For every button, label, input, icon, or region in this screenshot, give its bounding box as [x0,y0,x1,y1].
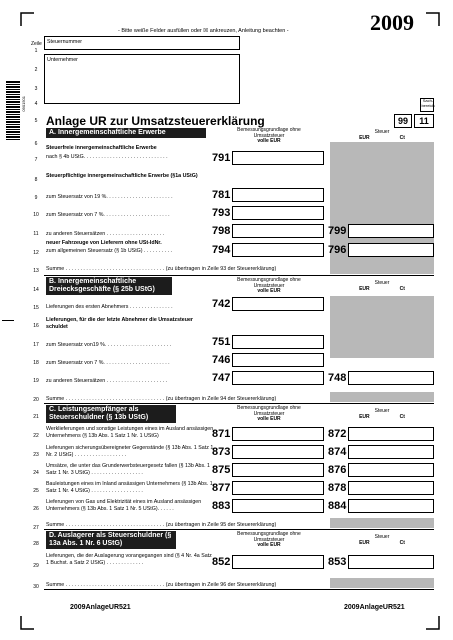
kz-874: 874 [328,446,347,458]
kz-799: 799 [328,225,347,237]
row-23-label: Lieferungen sicherungsübereigneter Gegenstände (§ 13b Abs. 1 Satz 1 Nr. 2 UStG) . . . . . . . . . . . . . . . . . . [46,445,214,458]
col-bemessung-label: Bemessungsgrundlage ohne Umsatzsteuer [237,127,301,139]
kz-853: 853 [328,556,347,568]
divider [44,529,434,530]
row-19-label: zu anderen Steuersätzen . . . . . . . . . . . . . . . . . . . . . [46,378,167,384]
line-number: 20 [33,397,39,403]
kz-884: 884 [328,500,347,512]
col-bemessung-d [226,532,312,549]
line-number: 7 [34,157,38,163]
kz-877: 877 [212,482,231,494]
kz-871: 871 [212,428,231,440]
field-742[interactable] [232,297,324,311]
row-9-label: zum Steuersatz von 19 %. . . . . . . . . . . . . . . . . . . . . . . [46,194,173,200]
kz-791: 791 [212,152,231,164]
row-24-label: Umsätze, die unter das Grunderwerbsteuergesetz fallen (§ 13b Abs. 1 Satz 1 Nr. 3 UStG) . . . . . . . . . . . . . . . . . . [46,463,210,476]
line-number: 25 [33,488,39,494]
instruction-hint: - Bitte weiße Felder ausfüllen oder ☒ ankreuzen, Anleitung beachten - [118,28,289,34]
row-15-label [46,304,216,311]
col-steuer-a [330,130,434,141]
line-number: 17 [33,342,39,348]
col-ct: Ct [399,134,405,141]
line-number: 4 [34,101,38,107]
code-11: 11 [419,116,429,126]
code-99-box [394,114,412,128]
corner-mark-bottom-left [20,616,34,630]
line-number: 23 [33,452,39,458]
row-7-label: nach § 4b UStG. . . . . . . . . . . . . . . . . . . . . . . . . . . . . [46,154,168,160]
kz-876: 876 [328,464,347,476]
line-number: 22 [33,433,39,439]
row-11-label: zu anderen Steuersätzen . . . . . . . . . . . . . . . . . . . . [46,231,165,237]
field-748[interactable] [348,371,434,385]
col-eur-label [330,415,434,421]
kz-746: 746 [212,354,231,366]
col-eur-label [330,136,434,142]
section-d-title: D. Auslagerer als Steuerschuldner (§ 13a Abs. 1 Nr. 6 UStG) [49,532,172,547]
col-ct: Ct [399,285,405,292]
footer-right-code: 2009AnlageUR521 [344,604,405,611]
row-27-sum: Summe . . . . . . . . . . . . . . . . . . . . . . . . . . . . . . . . . . (zu übertragen in Zeile 95 der Steuererklärung) [46,522,277,528]
col-ct: Ct [399,413,405,420]
col-bemessung-label: Bemessungsgrundlage ohne Umsatzsteuer [237,531,301,543]
line-number: 6 [34,141,38,147]
section-d-header [46,531,176,549]
line-number: 12 [33,250,39,256]
line-number: 3 [34,86,38,92]
kz-796: 796 [328,244,347,256]
line-number: 11 [33,231,39,237]
line-number: 8 [34,177,38,183]
field-781[interactable] [232,188,324,202]
line-number: 2 [34,67,38,73]
sachbereich-label: Sach-bereich [421,98,435,108]
steuernummer-field[interactable] [44,36,240,50]
row-12-label-b: zum allgemeinen Steuersatz (§ 1b UStG) . . . . . . . . . . [46,248,172,254]
col-bemessung-c [226,406,312,423]
line-number: 14 [33,287,39,293]
field-875[interactable] [232,463,324,477]
line-number: 15 [33,305,39,311]
sum-13-gray [330,262,434,274]
col-bemessung-a [226,128,312,145]
line-number: 9 [34,195,38,201]
kz-883: 883 [212,500,231,512]
field-877[interactable] [232,481,324,495]
code-99: 99 [397,116,408,126]
line-number: 1 [34,48,38,54]
kz-798: 798 [212,225,231,237]
section-c-header [46,405,176,423]
row-25-label: Bauleistungen eines im Inland ansässigen Unternehmers (§ 13b Abs. 1 Satz 1 Nr. 4 UStG) . . . . . . . . . . . . . . . . . . [46,481,213,494]
side-form-code: 0901501 [21,96,26,112]
row-22-label: Werklieferungen und sonstige Leistungen eines im Ausland ansässigen Unternehmens (§ 13b Abs. 1 Satz 1 Nr. 1 UStG) [46,426,214,439]
col-eur: EUR [359,539,370,546]
line-number: 5 [34,118,38,124]
field-751[interactable] [232,335,324,349]
sum-30-gray [330,578,434,588]
col-volle-eur-label: volle EUR [257,416,281,422]
field-878[interactable] [348,481,434,495]
col-steuer-c [330,409,434,420]
line-number: 19 [33,378,39,384]
line-number: 13 [33,268,39,274]
row-26-label: Lieferungen von Gas und Elektrizität eines im Ausland ansässigen Unternehmers (§ 13b Abs. 1 Satz 1 Nr. 5 UStG). . . . . . [46,499,202,512]
section-b-header [46,277,172,295]
divider [44,403,434,404]
col-steuer-label: Steuer [374,129,390,135]
field-884[interactable] [348,499,434,513]
field-794[interactable] [232,243,324,257]
line-number: 27 [33,525,39,531]
divider [44,589,434,590]
col-volle-eur-label: volle EUR [257,138,281,144]
col-steuer-label: Steuer [374,534,390,540]
kz-794: 794 [212,244,231,256]
field-873[interactable] [232,445,324,459]
col-steuer-d [330,535,434,546]
col-eur-label [330,541,434,547]
kz-747: 747 [212,372,231,384]
field-798[interactable] [232,224,324,238]
field-793[interactable] [232,206,324,220]
gray-tax-column-b [330,296,434,358]
kz-878: 878 [328,482,347,494]
line-number: 18 [33,360,39,366]
line-number: 10 [33,212,39,218]
sum-27-gray [330,518,434,528]
sachbereich-box [420,98,434,112]
field-872[interactable] [348,427,434,441]
steuernummer-label: Steuernummer [47,39,83,45]
kz-873: 873 [212,446,231,458]
kz-751: 751 [212,336,231,348]
row-16-label: Lieferungen, für die der letzte Abnehmer die Umsatzsteuer schuldet [46,317,193,330]
row-18-label: zum Steuersatz von 7 %. . . . . . . . . . . . . . . . . . . . . . . [46,360,170,366]
field-853[interactable] [348,555,434,569]
row-30-sum: Summe . . . . . . . . . . . . . . . . . . . . . . . . . . . . . . . . . . (zu übertragen in Zeile 96 der Steuererklärung) [46,582,277,588]
kz-872: 872 [328,428,347,440]
line-number: 30 [33,584,39,590]
corner-mark-bottom-right [426,616,440,630]
field-746[interactable] [232,353,324,367]
unternehmer-field[interactable] [44,54,240,104]
col-eur: EUR [359,285,370,292]
corner-mark-top-right [426,12,440,26]
col-eur-label [330,287,434,293]
col-bemessung-b [226,278,312,295]
section-b-title: B. Innergemeinschaftliche Dreiecksgeschäfte (§ 25b UStG) [49,278,155,293]
col-ct: Ct [399,539,405,546]
kz-852: 852 [212,556,231,568]
kz-875: 875 [212,464,231,476]
barcode [6,80,20,140]
section-a-header: A. Innergemeinschaftliche Erwerbe [46,128,206,138]
col-eur: EUR [359,413,370,420]
kz-742: 742 [212,298,231,310]
code-11-box [414,114,434,128]
footer-left-code: 2009AnlageUR521 [70,604,131,611]
col-steuer-label: Steuer [374,408,390,414]
line-number: 16 [33,323,39,329]
fold-mark [2,320,14,321]
col-volle-eur-label: volle EUR [257,542,281,548]
field-883[interactable] [232,499,324,513]
field-852[interactable] [232,555,324,569]
line-number: 29 [33,563,39,569]
row-6-label: Steuerfreie innergemeinschaftliche Erwerbe [46,145,157,151]
field-876[interactable] [348,463,434,477]
row-10-label: zum Steuersatz von 7 %. . . . . . . . . . . . . . . . . . . . . . . [46,212,170,218]
kz-748: 748 [328,372,347,384]
line-number: 24 [33,470,39,476]
row-20-sum: Summe . . . . . . . . . . . . . . . . . . . . . . . . . . . . . . . . . . (zu übertragen in Zeile 94 der Steuererklärung) [46,396,277,402]
divider [44,275,434,276]
zeile-label: Zeile [31,41,42,47]
corner-mark-top-left [20,12,34,26]
field-791[interactable] [232,151,324,165]
field-799[interactable] [348,224,434,238]
col-steuer-b [330,281,434,292]
sum-20-gray [330,392,434,402]
row-15-text: Lieferungen des ersten Abnehmers . . . . . . . . . . . . . . . [46,304,173,310]
section-c-title: C. Leistungsempfänger als Steuerschuldner (§ 13b UStG) [49,406,149,421]
row-17-label: zum Steuersatz von19 %. . . . . . . . . . . . . . . . . . . . . . . [46,342,172,348]
col-steuer-label: Steuer [374,280,390,286]
kz-793: 793 [212,207,231,219]
line-number: 21 [33,414,39,420]
line-number: 26 [33,506,39,512]
col-bemessung-label: Bemessungsgrundlage ohne Umsatzsteuer [237,405,301,417]
row-8-label: Steuerpflichtige innergemeinschaftliche Erwerbe (§1a UStG) [46,173,198,179]
row-12-label-a: neuer Fahrzeuge von Lieferern ohne USt-IdNr. [46,240,162,246]
col-eur: EUR [359,134,370,141]
field-874[interactable] [348,445,434,459]
line-number: 28 [33,541,39,547]
row-13-sum: Summe . . . . . . . . . . . . . . . . . . . . . . . . . . . . . . . . . . (zu übertragen in Zeile 93 der Steuererklärung) [46,266,277,272]
col-volle-eur-label: volle EUR [257,288,281,294]
col-bemessung-label: Bemessungsgrundlage ohne Umsatzsteuer [237,277,301,289]
unternehmer-label: Unternehmer [47,57,78,63]
kz-781: 781 [212,189,231,201]
form-year: 2009 [370,10,414,35]
field-747[interactable] [232,371,324,385]
field-871[interactable] [232,427,324,441]
field-796[interactable] [348,243,434,257]
row-29-label: Lieferungen, die der Auslagerung vorangegangen sind (§ 4 Nr. 4a Satz 1 Buchst. a Satz 2 UStG) . . . . . . . . . . . . . [46,553,212,566]
page-title: Anlage UR zur Umsatzsteuererklärung [46,114,265,128]
